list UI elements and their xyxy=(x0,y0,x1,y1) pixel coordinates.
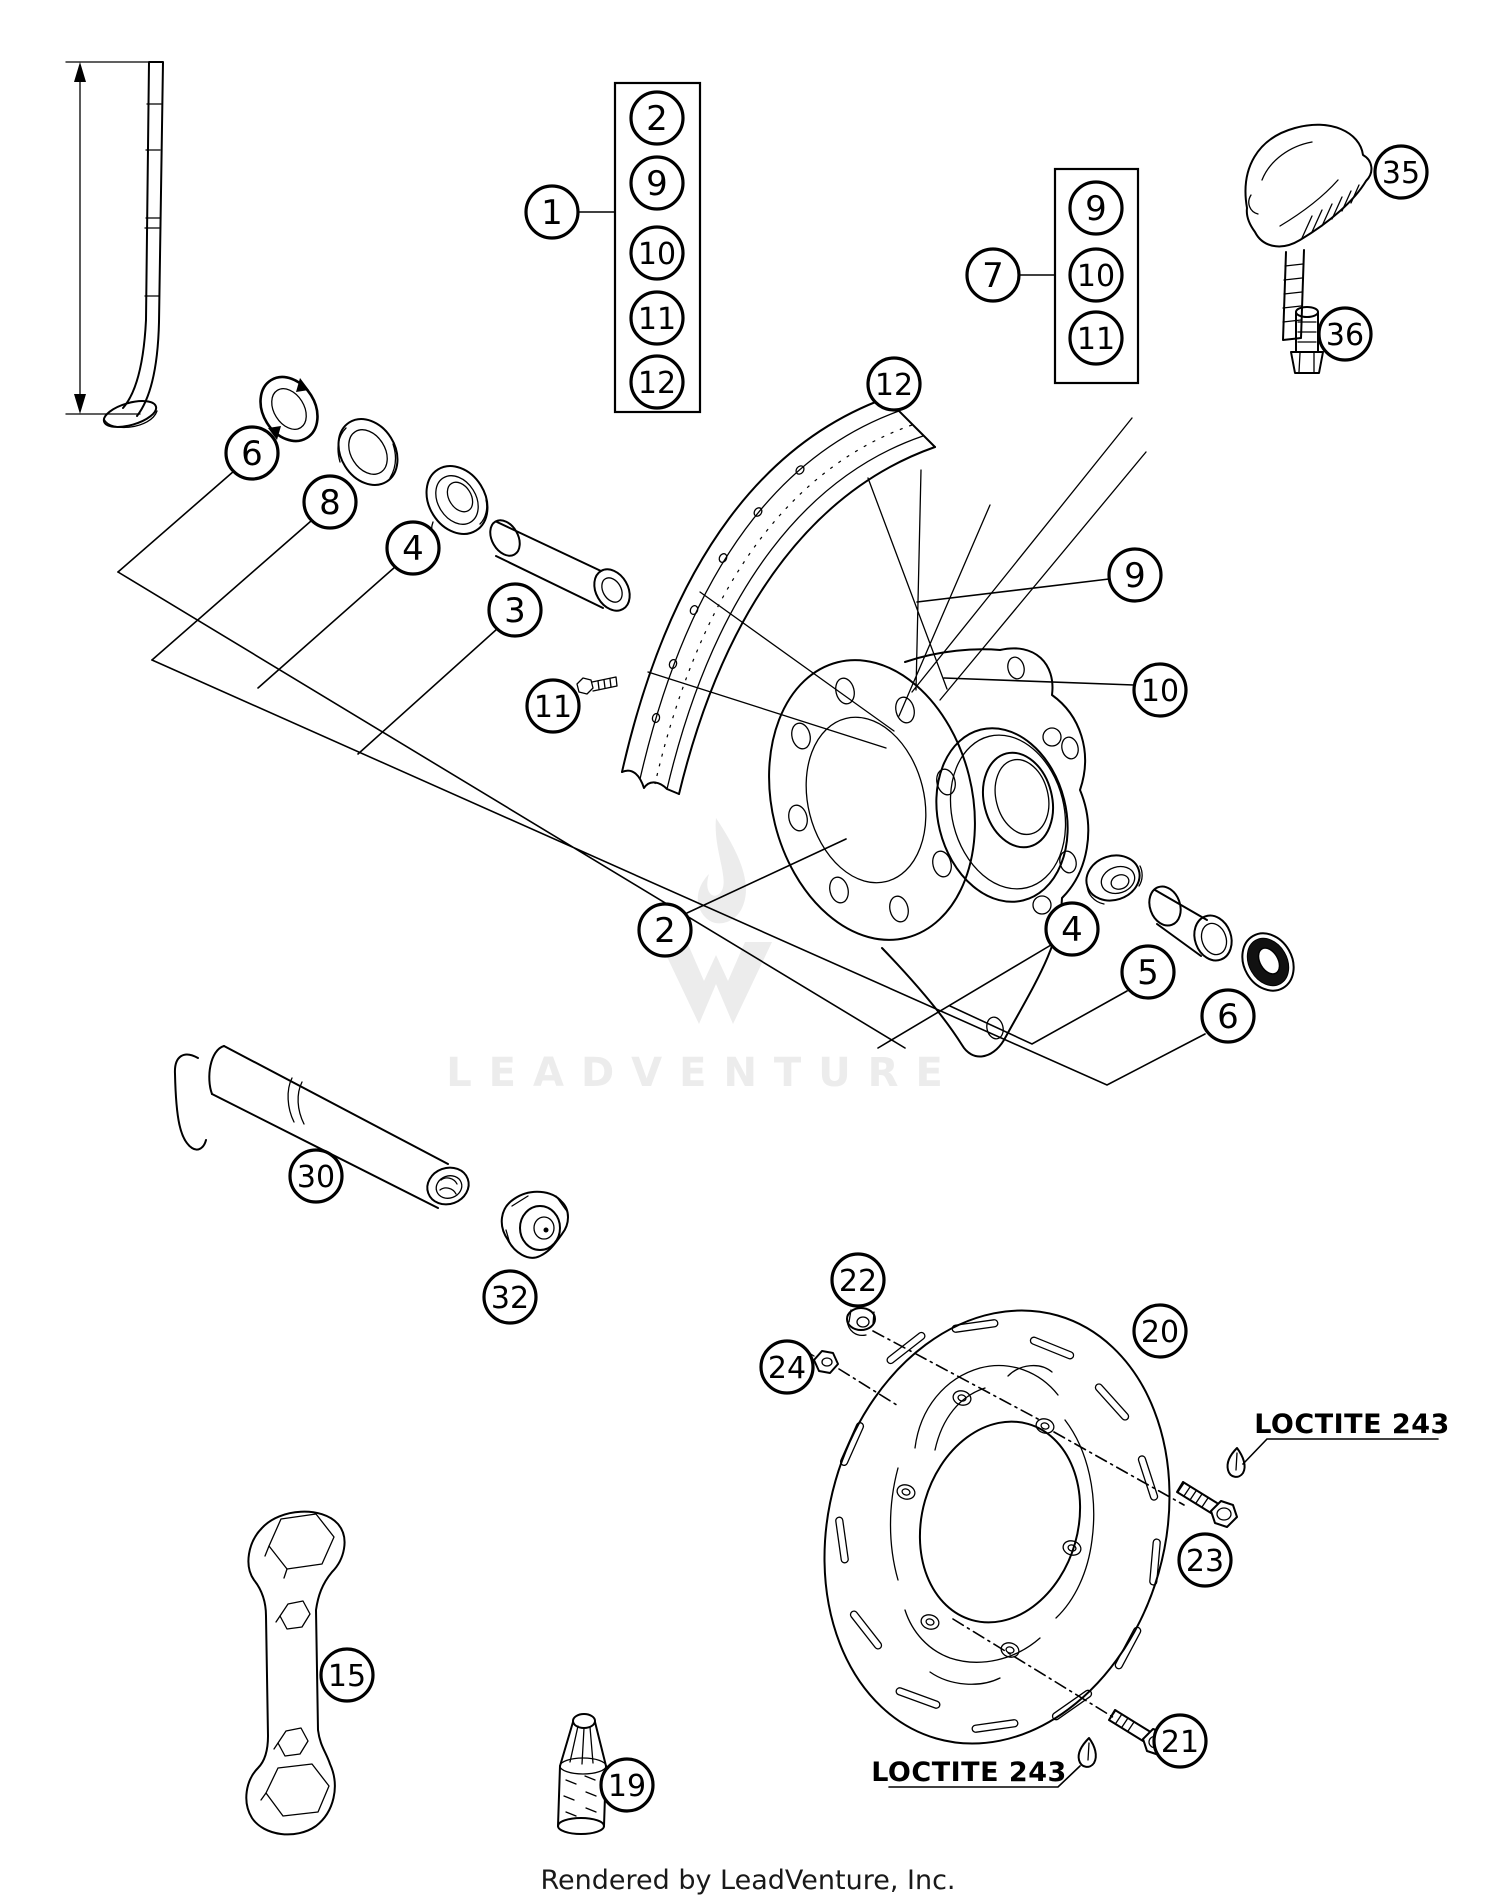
spoke-with-dimension xyxy=(66,62,163,432)
disc-mount-holes xyxy=(895,1389,1082,1659)
disc-nut-22-part xyxy=(847,1308,875,1335)
valve-cap-part xyxy=(558,1714,606,1834)
wheel-hub xyxy=(741,638,1089,1056)
callout-6 xyxy=(1202,990,1254,1042)
callout-32 xyxy=(484,1271,536,1323)
callout-12 xyxy=(868,358,920,410)
svg-text:9: 9 xyxy=(646,164,668,204)
svg-text:11: 11 xyxy=(637,302,677,337)
svg-text:6: 6 xyxy=(241,434,263,474)
callout-19 xyxy=(601,1759,653,1811)
loctite-annotation-top xyxy=(1228,1409,1450,1477)
svg-text:5: 5 xyxy=(1137,953,1159,993)
svg-text:12: 12 xyxy=(637,366,677,401)
loctite-bottom-label: LOCTITE 243 xyxy=(871,1757,1067,1788)
footer-credit: Rendered by LeadVenture, Inc. xyxy=(540,1865,956,1896)
svg-text:10: 10 xyxy=(1076,259,1116,294)
svg-text:36: 36 xyxy=(1325,318,1365,353)
loctite-annotation-bottom xyxy=(871,1738,1096,1788)
spoke-nipple-screw-part xyxy=(577,677,617,694)
callout-4 xyxy=(387,522,439,574)
svg-text:8: 8 xyxy=(319,483,341,523)
svg-text:2: 2 xyxy=(646,99,668,139)
svg-text:23: 23 xyxy=(1185,1544,1225,1579)
callout-10 xyxy=(631,227,683,279)
disc-slots xyxy=(835,1319,1160,1732)
callout-2 xyxy=(631,92,683,144)
callout-24 xyxy=(761,1341,813,1393)
callout-5 xyxy=(1122,946,1174,998)
arrow-down-icon xyxy=(74,394,86,414)
svg-text:1: 1 xyxy=(541,193,563,233)
callout-6 xyxy=(226,427,278,479)
hub-flange-holes xyxy=(786,676,958,924)
callout-11 xyxy=(631,292,683,344)
callout-2 xyxy=(639,904,691,956)
svg-text:11: 11 xyxy=(1076,322,1116,357)
svg-text:30: 30 xyxy=(296,1160,336,1195)
callout-9 xyxy=(1109,549,1161,601)
svg-text:19: 19 xyxy=(607,1769,647,1804)
callout-12 xyxy=(631,356,683,408)
disc-bolt-23-part xyxy=(1177,1482,1237,1527)
callout-7 xyxy=(967,249,1019,301)
callout-3 xyxy=(489,584,541,636)
svg-text:7: 7 xyxy=(982,256,1004,296)
svg-text:20: 20 xyxy=(1140,1315,1180,1350)
callout-15 xyxy=(321,1649,373,1701)
callout-10 xyxy=(1070,249,1122,301)
callout-10 xyxy=(1134,664,1186,716)
svg-text:24: 24 xyxy=(767,1351,807,1386)
svg-text:22: 22 xyxy=(838,1264,878,1299)
svg-text:4: 4 xyxy=(1061,910,1083,950)
callout-4 xyxy=(1046,903,1098,955)
svg-text:4: 4 xyxy=(402,529,424,569)
svg-text:9: 9 xyxy=(1124,556,1146,596)
svg-text:21: 21 xyxy=(1160,1725,1200,1760)
svg-text:15: 15 xyxy=(327,1659,367,1694)
callout-30 xyxy=(290,1150,342,1202)
svg-text:10: 10 xyxy=(1140,674,1180,709)
svg-text:12: 12 xyxy=(874,368,914,403)
glue-drop-icon xyxy=(1079,1738,1096,1767)
wheel-rim xyxy=(622,398,935,794)
callout-35 xyxy=(1375,146,1427,198)
bearing-right-part xyxy=(1081,849,1146,908)
watermark-text: LEADVENTURE xyxy=(446,1050,960,1096)
callout-11 xyxy=(527,680,579,732)
arrow-up-icon xyxy=(74,62,86,82)
svg-text:6: 6 xyxy=(1217,997,1239,1037)
leadventure-watermark xyxy=(446,818,960,1096)
callout-21 xyxy=(1154,1715,1206,1767)
callout-9 xyxy=(1070,182,1122,234)
svg-text:35: 35 xyxy=(1381,156,1421,191)
svg-text:32: 32 xyxy=(490,1281,530,1316)
callout-22 xyxy=(832,1254,884,1306)
svg-text:10: 10 xyxy=(637,237,677,272)
callout-circles xyxy=(226,92,1427,1811)
loctite-top-label: LOCTITE 243 xyxy=(1254,1409,1450,1440)
svg-text:3: 3 xyxy=(504,591,526,631)
flame-icon xyxy=(698,818,746,923)
seal-right-part xyxy=(1232,924,1304,1000)
callout-1 xyxy=(526,186,578,238)
callout-9 xyxy=(631,157,683,209)
callout-20 xyxy=(1134,1305,1186,1357)
callout-36 xyxy=(1319,308,1371,360)
svg-text:2: 2 xyxy=(654,911,676,951)
callout-23 xyxy=(1179,1534,1231,1586)
svg-text:11: 11 xyxy=(533,690,573,725)
axle-nut-part xyxy=(502,1192,568,1258)
callout-8 xyxy=(304,476,356,528)
svg-text:9: 9 xyxy=(1085,189,1107,229)
callout-11 xyxy=(1070,312,1122,364)
